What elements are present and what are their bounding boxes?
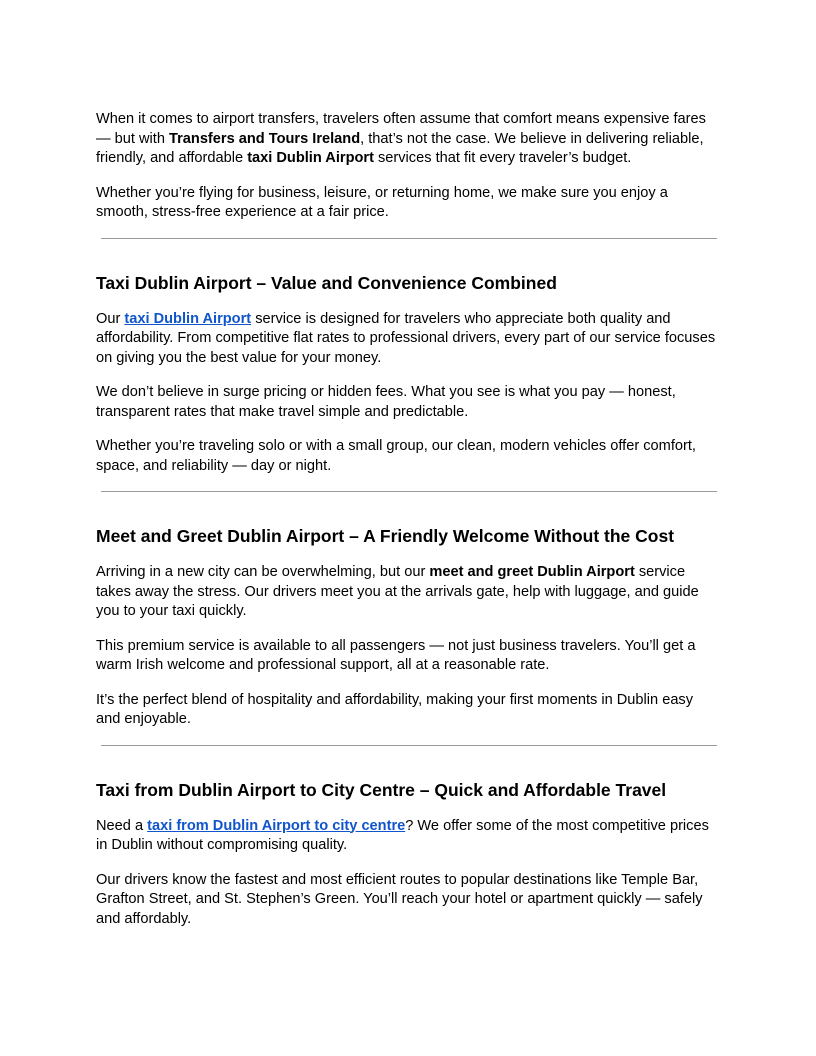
section1-paragraph-3: Whether you’re traveling solo or with a small group, our clean, modern vehicles offer comfort, space, and reliability — day or night. xyxy=(96,438,696,474)
service-name: taxi Dublin Airport xyxy=(247,150,374,166)
meet-greet-service-name: meet and greet Dublin Airport xyxy=(429,564,635,580)
section-divider xyxy=(101,491,717,492)
section2-paragraph-1: Arriving in a new city can be overwhelming, but our meet and greet Dublin Airport service takes away the stress. Our drivers meet you at the arrivals gate, help with luggage, and guide you to your taxi quickly. xyxy=(96,564,699,619)
section3-paragraph-1: Need a taxi from Dublin Airport to city centre? We offer some of the most competitive prices in Dublin without compromising quality. xyxy=(96,817,709,853)
intro-paragraph-2: Whether you’re flying for business, leisure, or returning home, we make sure you enjoy a smooth, stress-free experience at a fair price. xyxy=(96,184,668,220)
section-divider xyxy=(101,238,717,239)
taxi-dublin-airport-link[interactable]: taxi Dublin Airport xyxy=(124,310,252,327)
section2-paragraph-3: It’s the perfect blend of hospitality and affordability, making your first moments in Dublin easy and enjoyable. xyxy=(96,691,694,727)
section3-paragraph-2: Our drivers know the fastest and most efficient routes to popular destinations like Temple Bar, Grafton Street, and St. Stephen’s Green. You’ll reach your hotel or apartment quickly — safely and affordably. xyxy=(96,871,703,927)
taxi-to-city-centre-link[interactable]: taxi from Dublin Airport to city centre xyxy=(147,817,406,834)
brand-name: Transfers and Tours Ireland xyxy=(169,130,361,147)
document-page xyxy=(96,110,720,944)
section-heading-taxi-dublin-airport: Taxi Dublin Airport – Value and Convenience Combined xyxy=(96,272,557,293)
section1-paragraph-2: We don’t believe in surge pricing or hidden fees. What you see is what you pay — honest, transparent rates that make travel simple and predictable. xyxy=(96,384,676,420)
section2-paragraph-2: This premium service is available to all passengers — not just business travelers. You’ll get a warm Irish welcome and professional support, all at a reasonable rate. xyxy=(96,637,696,673)
section-heading-city-centre: Taxi from Dublin Airport to City Centre – Quick and Affordable Travel xyxy=(96,779,667,800)
section-heading-meet-and-greet: Meet and Greet Dublin Airport – A Friendly Welcome Without the Cost xyxy=(96,526,675,546)
section1-paragraph-1: Our taxi Dublin Airport service is designed for travelers who appreciate both quality and affordability. From competitive flat rates to professional drivers, every part of our service focuses on giving you the best value for your money. xyxy=(96,310,716,366)
intro-paragraph-1: When it comes to airport transfers, travelers often assume that comfort means expensive fares — but with Transfers and Tours Ireland, that’s not the case. We believe in delivering reliable, friendly, and affordable taxi Dublin Airport services that fit every traveler’s budget. xyxy=(96,111,706,166)
section-divider xyxy=(101,745,717,746)
